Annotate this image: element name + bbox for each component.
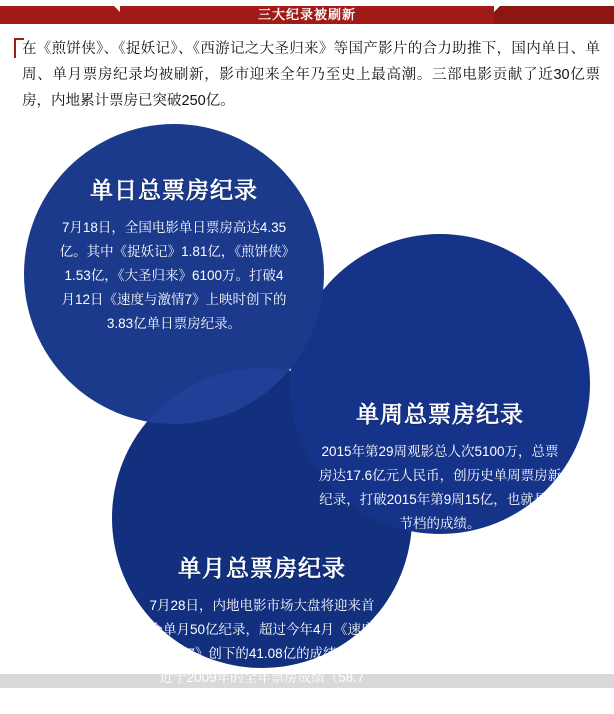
bracket-icon [14, 38, 24, 58]
venn-circle-day-body: 7月18日，全国电影单日票房高达4.35亿。其中《捉妖记》1.81亿，《煎饼侠》1.53亿，《大圣归来》6100万。打破4月12日《速度与激情7》上映时创下的3.83亿单日票房纪录。 [59, 220, 289, 331]
venn-diagram [0, 116, 614, 709]
intro-block [14, 36, 600, 114]
venn-circle-month-body: 7月28日，内地电影市场大盘将迎来首个单月50亿纪录，超过今年4月《速度与激情7》创下的41.08亿的成绩，将接近于2009年的全年票房成绩（58.7亿）。 [146, 598, 378, 709]
venn-circle-month-title: 单月总票房纪录 [178, 555, 346, 581]
venn-circle-day-title: 单日总票房纪录 [90, 177, 258, 203]
venn-circle-week-title: 单周总票房纪录 [356, 401, 524, 427]
venn-circle-day[interactable] [24, 124, 324, 424]
page-title: 三大纪录被刷新 [257, 7, 356, 22]
venn-circle-week[interactable] [290, 234, 590, 534]
venn-circle-week-body: 2015年第29周观影总人次5100万，总票房达17.6亿元人民币，创历史单周票房新纪录，打破2015年第9周15亿，也就是春节档的成绩。 [318, 444, 562, 531]
header-banner [0, 0, 614, 30]
intro-paragraph: 在《煎饼侠》、《捉妖记》、《西游记之大圣归来》等国产影片的合力助推下，国内单日、单周、单月票房纪录均被刷新，影市迎来全年乃至史上最高潮。三部电影贡献了近30亿票房，内地累计票房已突破250亿。 [22, 41, 600, 109]
